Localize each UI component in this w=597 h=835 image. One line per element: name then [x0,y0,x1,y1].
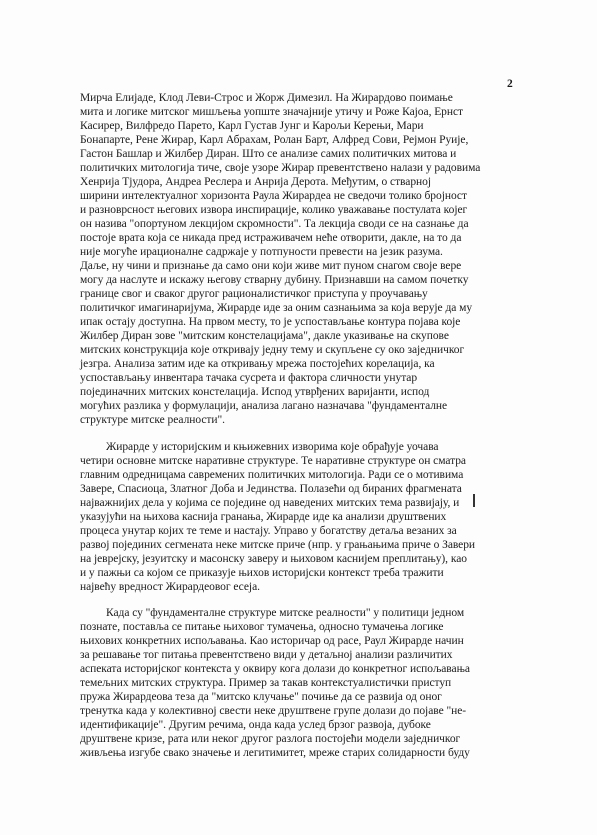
text-line: границе свог и сваког другог рационалистичког приступа у проучавању [80,288,428,300]
text-line: тренутка када у колективној свести неке друштвене групе долази до појаве "не- [80,705,467,717]
page-number: 2 [507,78,513,90]
margin-mark [473,494,475,507]
text-line-indented: Када су "фундаменталне структуре митске реалности" у политици једном [106,607,465,619]
text-line: аспеката историјског контекста у оквиру кога долази до конкретног испољавања [80,663,470,675]
text-line: постоје врата која се никада пред истраживачем неће отворити, дакле, на то да [80,232,462,244]
text-line: митских конструкција које откривају једну тему и скупљене су око заједничког [80,344,465,356]
text-line: ширини интелектуалног хоризонта Раула Жирардеа не сведочи толико бројност [80,190,467,202]
text-line: није могуће ирационалне садржаје у потпуности превести на језик разума. [80,246,443,258]
text-line: структуре митске реалности". [80,414,225,426]
text-line: политичких митологија тиче, своје узоре Жирар превентствено налази у радовима [80,162,481,174]
text-line: успостављању инвентара тачака сусрета и фактора сличности унутар [80,372,418,384]
text-line: познате, поставља се питање њиховог тумачења, односно тумачења логике [80,621,444,633]
text-line: најважнијих дела у којима се поједине од наведених митских тема развијају, и [80,497,460,509]
text-line: четири основне митске наративне структуре. Те наративне структуре он сматра [80,455,466,467]
text-line-indented: Жирарде у историјским и књижевних изворима које обрађује уочава [106,441,439,453]
text-line: могућих разлика у формулацији, анализа лагано назначава "фундаменталне [80,400,448,412]
text-line: ипак остају доступна. На првом месту, то је успостављање контура појава које [80,316,461,328]
text-line: темељних митских структура. Пример за такав контекстуалистички приступ [80,677,452,689]
text-line: појединачних митских констелација. Испод утврђених варијанти, испод [80,386,430,398]
text-line: Хенрија Тјудора, Андреа Реслера и Анрија Дерота. Међутим, о стварној [80,176,431,188]
text-line: развој појединих сегмената неке митске приче (нпр. у грањањима приче о Завери [80,539,476,551]
text-line: језгра. Анализа затим иде ка откривању мрежа постојећих корелација, ка [80,358,435,370]
text-line: он назива "опортуном лекцијом скромности". Та лекција своди се на сазнање да [80,218,469,230]
text-line: на јеврејску, језуитску и масонску заверу и њиховом каснијем преплитању), као [80,553,467,565]
text-line: Касирер, Вилфредо Парето, Карл Густав Јунг и Карољи Керењи, Мари [80,120,424,132]
text-line: Жилбер Диран зове "митским констелацијама", дакле указивање на скупове [80,330,449,342]
text-line: њихових конкретних испољавања. Као историчар од расе, Раул Жирарде начин [80,635,464,647]
text-line: Гастон Башлар и Жилбер Диран. Што се анализе самих политичких митова и [80,148,457,160]
text-line: Мирча Елијаде, Клод Леви-Строс и Жорж Димезил. На Жирардово поимање [80,92,453,104]
text-line: Даље, ну чини и признање да само они који живе мит пуном снагом своје вере [80,260,462,272]
text-line: друштвене кризе, рата или неког другог разлога постојећи модели заједничког [80,733,461,745]
text-line: и разноврсност његових извора инспирације, колико уважавање постулата којег [80,204,468,216]
text-line: за решавање тог питања превентствено види у детаљној анализи различитих [80,649,453,661]
text-line: мита и логике митског мишљења уопште значајније утичу и Роже Кајоа, Ернст [80,106,464,118]
text-line: процеса унутар којих те теме и настају. Управо у богатству детаља везаних за [80,525,457,537]
text-line: највећу вредност Жирардеовог есеја. [80,581,260,593]
text-line: и у пажњи са којом се приказује њихов историјски контекст треба тражити [80,567,444,579]
text-line: идентификације". Другим речима, онда када услед брзог развоја, дубоке [80,719,431,731]
text-line: могу да наслуте и искажу његову стварну дубину. Признавши на самом почетку [80,274,469,286]
text-line: указујући на њихова каснија гранања, Жирарде иде ка анализи друштвених [80,511,447,523]
text-line: пружа Жирардеова теза да "митско клучање" почиње да се развија од оног [80,691,442,703]
text-line: Завере, Спасиоца, Златног Доба и Јединства. Полазећи од бираних фрагмената [80,483,462,495]
text-line: живљења изгубе свако значење и легитимитет, мреже старих солидарности буду [80,747,470,759]
text-line: политичког имагинаријума, Жирарде иде за оним сазнањима за која верује да му [80,302,473,314]
text-line: главним одредницама савремених политичких митологија. Ради се о мотивима [80,469,464,481]
text-line: Бонапарте, Рене Жирар, Карл Абрахам, Ролан Барт, Алфред Сови, Рејмон Руије, [80,134,469,146]
